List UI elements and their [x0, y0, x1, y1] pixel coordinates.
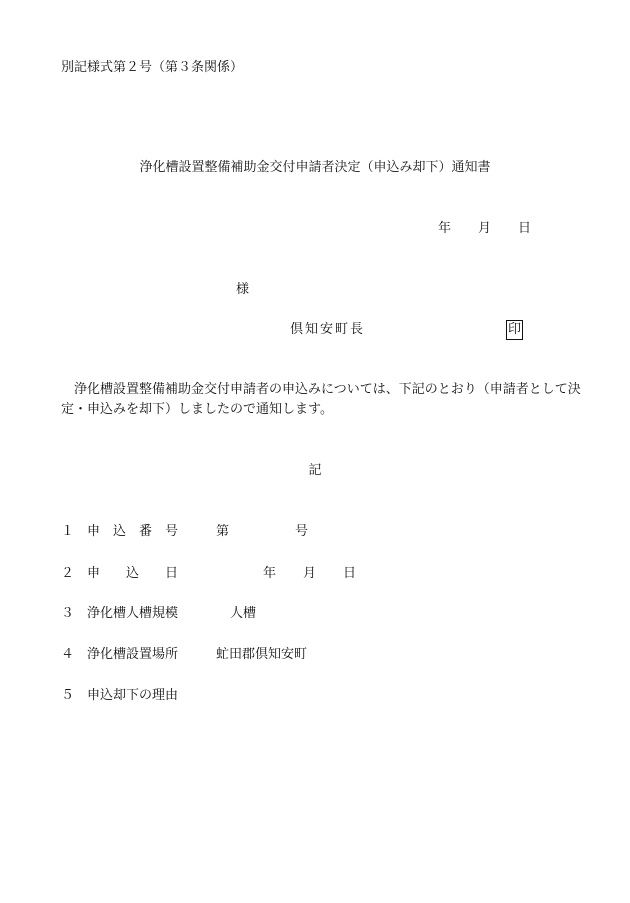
item-label: 浄化槽人槽規模: [87, 606, 179, 621]
item-label: 申込却下の理由: [87, 688, 179, 703]
item-month: 月: [303, 566, 317, 581]
item-application-date: [61, 566, 356, 582]
item-tank-capacity: [61, 606, 256, 622]
item-number: １: [61, 524, 75, 539]
item-day: 日: [343, 566, 357, 581]
date-day: 日: [518, 221, 532, 236]
body-paragraph: 浄化槽設置整備補助金交付申請者の申込みについては、下記のとおり（申請者として決定・申込みを却下）しましたので通知します。: [61, 382, 581, 417]
item-application-number: [61, 524, 308, 540]
item-number: ５: [61, 688, 75, 703]
item-label: 申 込 日: [87, 566, 179, 581]
date-month: 月: [478, 221, 492, 236]
document-title: 浄化槽設置整備補助金交付申請者決定（申込み却下）通知書: [139, 160, 491, 175]
item-year: 年: [263, 566, 277, 581]
form-label: 別記様式第２号（第３条関係）: [61, 60, 244, 75]
item-value-suffix: 号: [295, 524, 309, 539]
item-value-prefix: 第: [216, 524, 230, 539]
seal-mark: 印: [506, 320, 523, 340]
date-year: 年: [438, 221, 452, 236]
issuer-name: 倶知安町長: [290, 322, 366, 337]
item-installation-place: [61, 647, 307, 663]
item-number: ２: [61, 566, 75, 581]
item-value: 人槽: [230, 606, 257, 621]
item-label: 申 込 番 号: [87, 524, 179, 539]
item-rejection-reason: [61, 688, 178, 704]
item-number: ３: [61, 606, 75, 621]
item-number: ４: [61, 647, 75, 662]
date-line: [438, 221, 531, 237]
addressee-suffix: 様: [236, 282, 250, 297]
item-label: 浄化槽設置場所: [87, 647, 179, 662]
item-value: 虻田郡倶知安町: [216, 647, 308, 662]
ki-heading: 記: [308, 463, 322, 478]
